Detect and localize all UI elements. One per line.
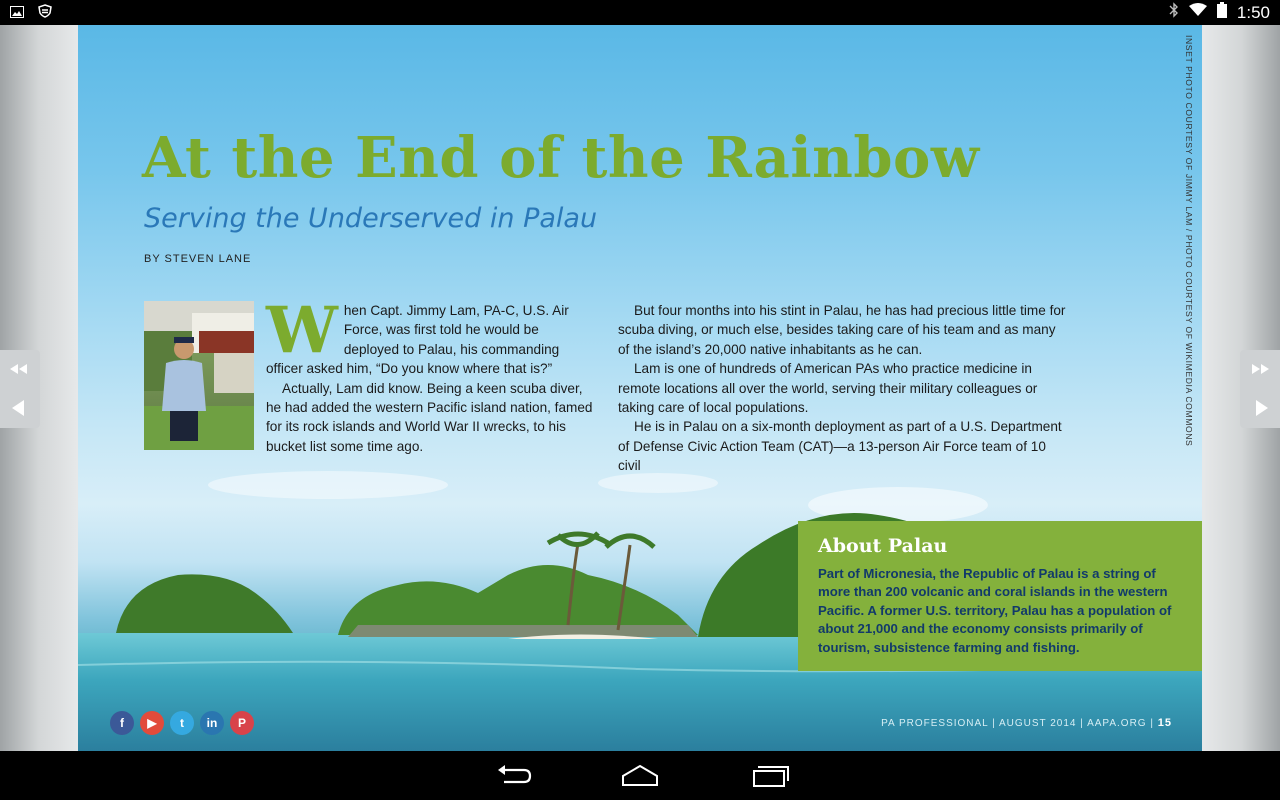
bluetooth-icon xyxy=(1169,2,1179,23)
social-share-bar xyxy=(110,711,254,735)
status-bar xyxy=(0,0,1280,25)
paragraph: Lam is one of hundreds of American PAs who practice medicine in remote locations all over the world, serving their military colleagues or taking care of local populations. xyxy=(618,361,1038,416)
battery-icon xyxy=(1217,2,1227,23)
about-palau-sidebar xyxy=(798,521,1202,671)
paragraph: hen Capt. Jimmy Lam, PA-C, U.S. Air Force, was first told he would be deployed to Palau, his commanding officer asked him, “Do you know where that is?” xyxy=(266,303,569,377)
paragraph: He is in Palau on a six-month deployment as part of a U.S. Department of Defense Civic Action Team (CAT)—a 13-person Air Force team of 10 civil xyxy=(618,419,1062,474)
magazine-reader xyxy=(0,25,1280,751)
recent-apps-icon[interactable] xyxy=(750,763,790,789)
next-page-control[interactable] xyxy=(1240,350,1280,428)
facebook-icon[interactable]: f xyxy=(110,711,134,735)
twitter-icon[interactable]: t xyxy=(170,711,194,735)
page-number: 15 xyxy=(1157,717,1172,729)
paragraph: But four months into his stint in Palau, he has had precious little time for scuba diving, or much else, besides taking care of his team and as many of the island’s 20,000 native inhabitants as he can. xyxy=(618,303,1066,357)
home-icon[interactable] xyxy=(620,763,660,789)
sidebar-heading: About Palau xyxy=(818,535,948,557)
chevron-right-icon xyxy=(1256,400,1268,416)
article-title: At the End of the Rainbow xyxy=(142,125,980,191)
system-navigation-bar xyxy=(0,751,1280,800)
recent-apps-button[interactable] xyxy=(750,763,790,789)
clock: 1:50 xyxy=(1236,2,1270,22)
paragraph: Actually, Lam did know. Being a keen scuba diver, he had added the western Pacific island nation, famed for its rock islands and World War II wrecks, to his bucket list some time ago. xyxy=(266,380,593,454)
photo-credit-text: INSET PHOTO COURTESY OF JIMMY LAM / PHOTO COURTESY OF WIKIMEDIA COMMONS xyxy=(1184,35,1194,447)
article-subtitle: Serving the Underserved in Palau xyxy=(144,203,598,234)
image-icon xyxy=(10,5,24,23)
back-icon[interactable] xyxy=(494,763,534,789)
fast-forward-icon[interactable] xyxy=(1240,350,1280,428)
sidebar-body: Part of Micronesia, the Republic of Palau is a string of more than 200 volcanic and coral islands in the western Pacific. A former U.S. territory, Palau has a population of about 21,000 and the economy consists primarily of tourism, subsistence farming and fishing. xyxy=(818,566,1172,655)
previous-page-control[interactable] xyxy=(0,350,40,428)
rewind-icon[interactable] xyxy=(0,350,40,428)
folio-text: PA PROFESSIONAL | AUGUST 2014 | AAPA.ORG | xyxy=(881,718,1154,729)
pinterest-icon[interactable]: P xyxy=(230,711,254,735)
home-button[interactable] xyxy=(620,763,660,789)
article-column-2 xyxy=(618,301,1068,476)
linkedin-icon[interactable]: in xyxy=(200,711,224,735)
wifi-icon xyxy=(1189,3,1207,22)
magazine-page xyxy=(78,25,1202,751)
chevron-left-icon xyxy=(12,400,24,416)
inset-photo-jimmy-lam xyxy=(144,301,254,450)
page-folio xyxy=(881,717,1172,729)
shield-icon xyxy=(38,4,52,23)
byline: BY STEVEN LANE xyxy=(144,253,252,265)
drop-cap: W xyxy=(266,293,338,368)
back-button[interactable] xyxy=(494,763,534,789)
youtube-icon[interactable]: ▶ xyxy=(140,711,164,735)
photo-credit xyxy=(1182,35,1196,447)
article-column-1 xyxy=(266,293,596,456)
